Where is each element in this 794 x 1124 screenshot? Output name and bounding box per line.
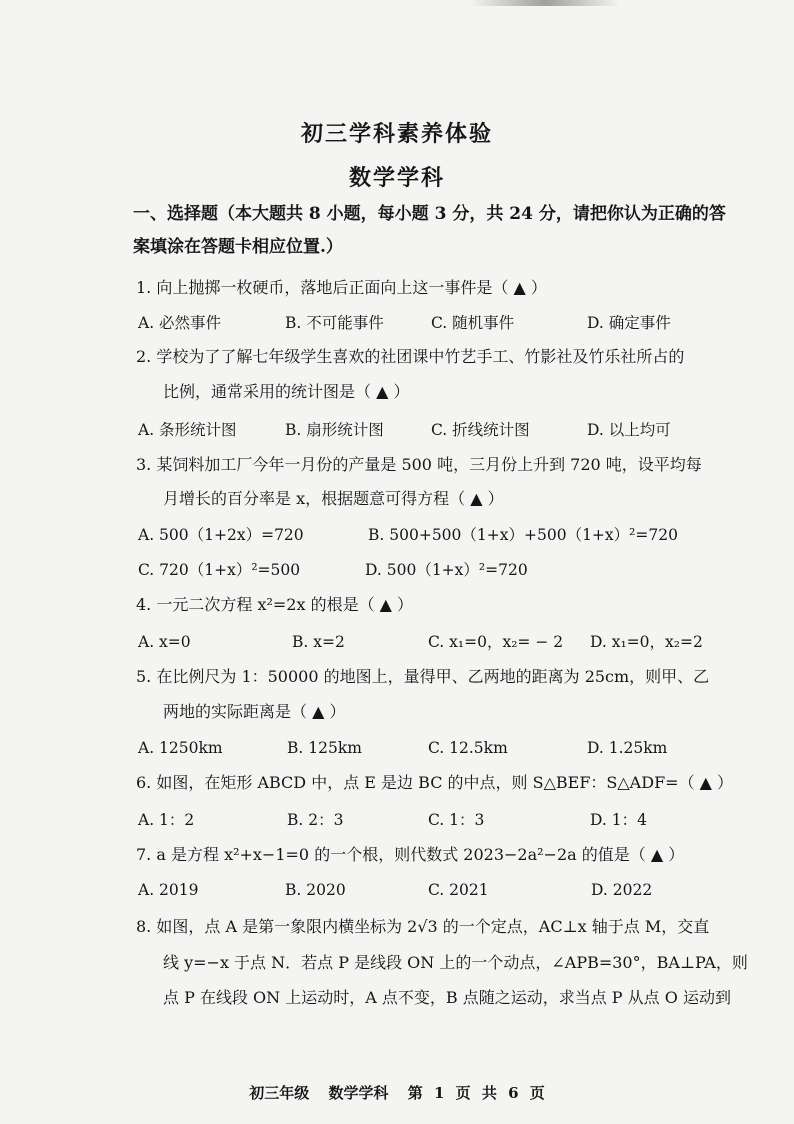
question-3-option-b: B. 500+500（1+x）+500（1+x）²=720 — [368, 526, 678, 544]
question-2-option-c: C. 折线统计图 — [431, 421, 530, 439]
question-4-option-c: C. x₁=0，x₂= − 2 — [428, 633, 564, 651]
question-5-stem-line1: 5. 在比例尺为 1：50000 的地图上，量得甲、乙两地的距离为 25cm，则甲、乙 — [136, 667, 710, 686]
question-4-option-b: B. x=2 — [292, 633, 345, 651]
footer-grade: 初三年级 — [249, 1084, 310, 1102]
question-2-option-d: D. 以上均可 — [587, 421, 671, 439]
question-5-option-a: A. 1250km — [138, 739, 223, 757]
question-8-stem-line1: 8. 如图，点 A 是第一象限内横坐标为 2√3 的一个定点，AC⊥x 轴于点 M，交直 — [136, 917, 710, 936]
question-8-stem-line2: 线 y=−x 于点 N．若点 P 是线段 ON 上的一个动点，∠APB=30°，BA⊥PA，则 — [163, 953, 748, 972]
question-6-option-b: B. 2：3 — [287, 811, 344, 829]
footer-page-number: 第 1 页 共 6 页 — [407, 1084, 545, 1102]
page-footer — [0, 1082, 794, 1103]
section-instructions-line1: 一、选择题（本大题共 8 小题，每小题 3 分，共 24 分，请把你认为正确的答 — [133, 204, 726, 224]
question-3-stem-line1: 3. 某饲料加工厂今年一月份的产量是 500 吨，三月份上升到 720 吨，设平均每 — [136, 455, 702, 474]
question-1-option-d: D. 确定事件 — [587, 314, 671, 332]
question-2-option-a: A. 条形统计图 — [138, 421, 237, 439]
question-2-option-b: B. 扇形统计图 — [285, 421, 384, 439]
question-7-stem: 7. a 是方程 x²+x−1=0 的一个根，则代数式 2023−2a²−2a 的值是（ ▲ ） — [136, 845, 685, 864]
question-6-option-c: C. 1：3 — [428, 811, 485, 829]
question-2-stem-line2: 比例，通常采用的统计图是（ ▲ ） — [163, 382, 410, 401]
question-6-option-d: D. 1：4 — [590, 811, 647, 829]
footer-subject: 数学学科 — [328, 1084, 389, 1102]
question-4-option-d: D. x₁=0，x₂=2 — [590, 633, 703, 651]
scan-edge-mark — [470, 0, 620, 6]
question-5-option-c: C. 12.5km — [428, 739, 508, 757]
question-1-option-a: A. 必然事件 — [138, 314, 222, 332]
question-5-option-d: D. 1.25km — [587, 739, 668, 757]
question-6-stem: 6. 如图，在矩形 ABCD 中，点 E 是边 BC 的中点，则 S△BEF：S△ADF=（ ▲ ） — [136, 773, 734, 792]
section-instructions-line2: 案填涂在答题卡相应位置.） — [133, 237, 343, 257]
question-8-stem-line3: 点 P 在线段 ON 上运动时，A 点不变，B 点随之运动，求当点 P 从点 O 运动到 — [163, 988, 731, 1007]
question-7-option-d: D. 2022 — [591, 881, 653, 899]
question-1-option-b: B. 不可能事件 — [285, 314, 384, 332]
question-2-stem-line1: 2. 学校为了了解七年级学生喜欢的社团课中竹艺手工、竹影社及竹乐社所占的 — [136, 347, 685, 366]
question-1-stem: 1. 向上抛掷一枚硬币，落地后正面向上这一事件是（ ▲ ） — [136, 278, 547, 297]
question-4-stem: 4. 一元二次方程 x²=2x 的根是（ ▲ ） — [136, 595, 414, 614]
subject-title: 数学学科 — [348, 165, 445, 191]
question-3-option-a: A. 500（1+2x）=720 — [138, 526, 304, 544]
question-7-option-a: A. 2019 — [138, 881, 199, 899]
question-1-option-c: C. 随机事件 — [431, 314, 515, 332]
question-5-option-b: B. 125km — [287, 739, 362, 757]
question-4-option-a: A. x=0 — [138, 633, 191, 651]
question-3-option-d: D. 500（1+x）²=720 — [365, 561, 528, 579]
question-7-option-c: C. 2021 — [428, 881, 489, 899]
question-3-stem-line2: 月增长的百分率是 x，根据题意可得方程（ ▲ ） — [163, 489, 504, 508]
question-3-option-c: C. 720（1+x）²=500 — [138, 561, 301, 579]
question-7-option-b: B. 2020 — [285, 881, 346, 899]
question-6-option-a: A. 1：2 — [138, 811, 195, 829]
question-5-stem-line2: 两地的实际距离是（ ▲ ） — [163, 702, 346, 721]
page-title: 初三学科素养体验 — [300, 121, 493, 147]
